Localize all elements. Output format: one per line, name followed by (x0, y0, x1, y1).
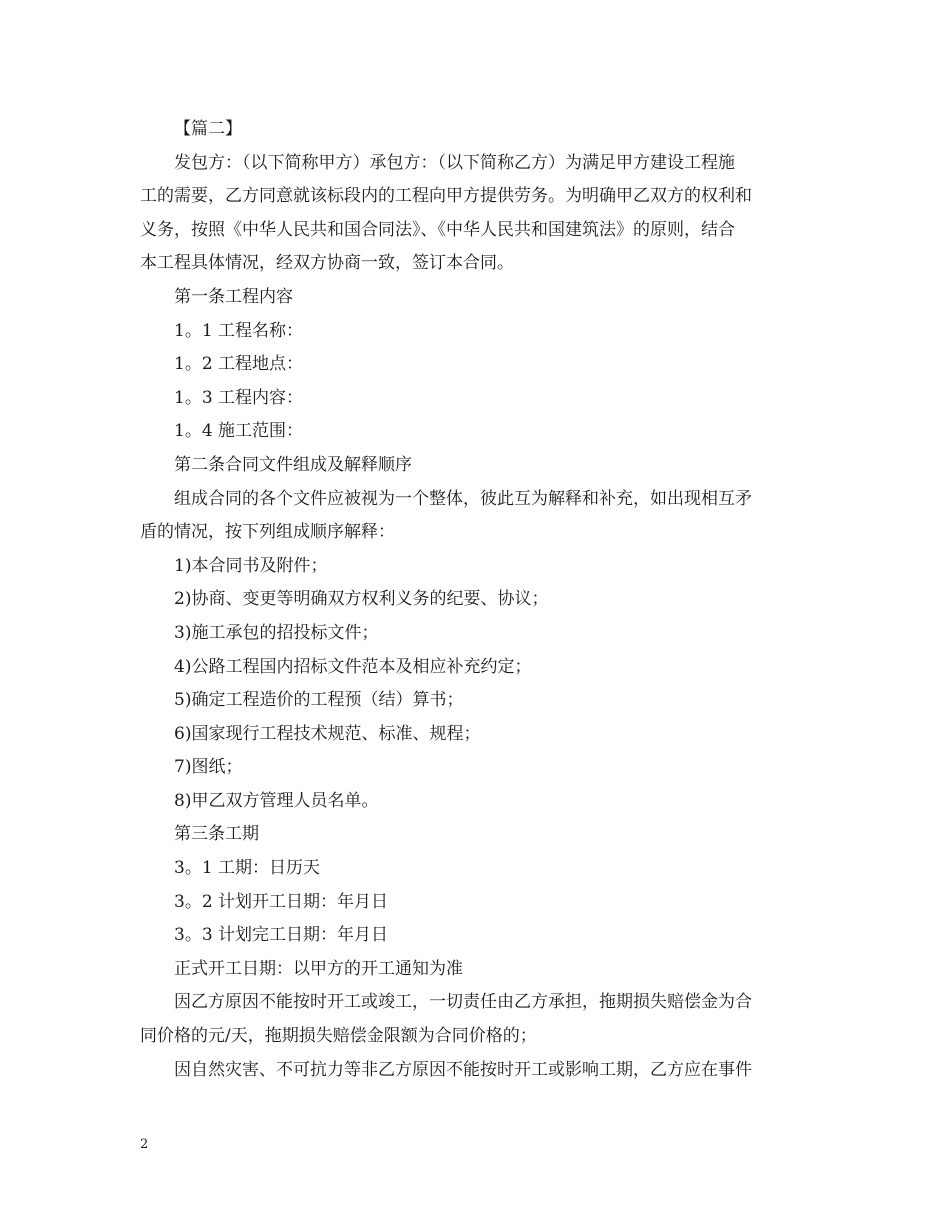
text-line: 1。4 施工范围： (174, 421, 304, 442)
text-line: 3。2 计划开工日期：年月日 (174, 891, 389, 912)
text-line: 组成合同的各个文件应被视为一个整体，彼此互为解释和补充，如出现相互矛 (174, 488, 752, 509)
text-line: 发包方：（以下简称甲方）承包方：（以下简称乙方）为满足甲方建设工程施 (174, 152, 735, 173)
text-line: 3。3 计划完工日期：年月日 (174, 925, 389, 946)
text-line: 3)施工承包的招投标文件； (174, 622, 379, 643)
text-line: 6)国家现行工程技术规范、标准、规程； (174, 723, 481, 744)
page-number: 2 (140, 1137, 149, 1152)
text-line: 因乙方原因不能按时开工或竣工，一切责任由乙方承担，拖期损失赔偿金为合 (174, 992, 752, 1013)
text-line: 本工程具体情况，经双方协商一致，签订本合同。 (140, 253, 514, 274)
text-line: 盾的情况，按下列组成顺序解释： (140, 522, 395, 543)
text-line: 3。1 工期：日历天 (174, 858, 321, 879)
text-line: 2)协商、变更等明确双方权利义务的纪要、协议； (174, 589, 549, 610)
text-line: 1)本合同书及附件； (174, 555, 328, 576)
text-line: 【篇二】 (174, 119, 242, 139)
text-line: 1。3 工程内容： (174, 387, 304, 408)
document-body (140, 113, 812, 1087)
text-line: 8)甲乙双方管理人员名单。 (174, 790, 379, 811)
text-line: 第三条工期 (174, 824, 259, 845)
text-line: 7)图纸； (174, 757, 243, 778)
text-line: 义务，按照《中华人民共和国合同法》、《中华人民共和国建筑法》的原则，结合 (140, 219, 735, 240)
text-line: 正式开工日期：以甲方的开工通知为准 (174, 958, 463, 979)
text-line: 5)确定工程造价的工程预（结）算书； (174, 690, 464, 711)
text-line: 4)公路工程国内招标文件范本及相应补充约定； (174, 656, 532, 677)
text-line: 第二条合同文件组成及解释顺序 (174, 454, 412, 475)
text-line: 1。1 工程名称： (174, 320, 304, 341)
text-line: 1。2 工程地点： (174, 354, 304, 375)
text-line: 因自然灾害、不可抗力等非乙方原因不能按时开工或影响工期，乙方应在事件 (174, 1059, 752, 1080)
text-line: 工的需要，乙方同意就该标段内的工程向甲方提供劳务。为明确甲乙双方的权利和 (140, 186, 752, 207)
text-line: 同价格的元/天，拖期损失赔偿金限额为合同价格的； (140, 1026, 537, 1047)
text-line: 第一条工程内容 (174, 286, 293, 307)
